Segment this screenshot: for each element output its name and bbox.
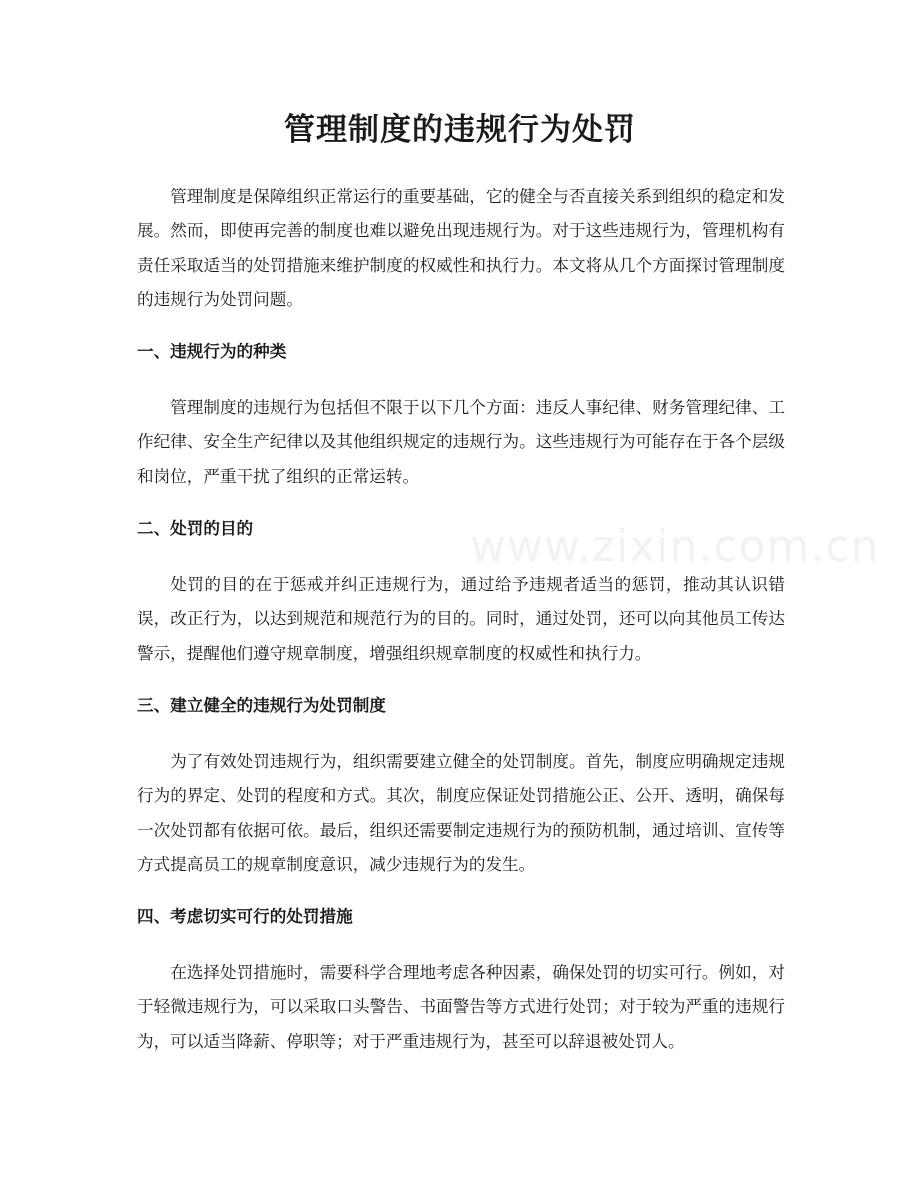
document-title: 管理制度的违规行为处罚 bbox=[284, 112, 636, 148]
section-1 bbox=[137, 337, 785, 494]
watermark: www.zixin.com.cn bbox=[470, 521, 880, 572]
section-paragraph: 在选择处罚措施时，需要科学合理地考虑各种因素，确保处罚的切实可行。例如，对于轻微违规行为，可以采取口头警告、书面警告等方式进行处罚；对于较为严重的违规行为，可以适当降薪、停职等；对于严重违规行为，甚至可以辞退被处罚人。 bbox=[137, 963, 785, 1051]
section-paragraph: 管理制度的违规行为包括但不限于以下几个方面：违反人事纪律、财务管理纪律、工作纪律、安全生产纪律以及其他组织规定的违规行为。这些违规行为可能存在于各个层级和岗位，严重干扰了组织的正常运转。 bbox=[137, 398, 785, 486]
document-body bbox=[137, 180, 880, 1079]
section-4 bbox=[137, 902, 785, 1059]
intro-paragraph: 管理制度是保障组织正常运行的重要基础，它的健全与否直接关系到组织的稳定和发展。然而，即使再完善的制度也难以避免出现违规行为。对于这些违规行为，管理机构有责任采取适当的处罚措施来维护制度的权威性和执行力。本文将从几个方面探讨管理制度的违规行为处罚问题。 bbox=[137, 187, 785, 309]
section-heading: 二、处罚的目的 bbox=[137, 519, 254, 539]
section-heading: 一、违规行为的种类 bbox=[137, 342, 287, 362]
section-paragraph: 为了有效处罚违规行为，组织需要建立健全的处罚制度。首先，制度应明确规定违规行为的界定、处罚的程度和方式。其次，制度应保证处罚措施公正、公开、透明，确保每一次处罚都有依据可依。最后，组织还需要制定违规行为的预防机制，通过培训、宣传等方式提高员工的规章制度意识，减少违规行为的发生。 bbox=[137, 751, 785, 874]
section-2 bbox=[137, 514, 880, 671]
section-heading: 四、考虑切实可行的处罚措施 bbox=[137, 907, 353, 927]
section-3 bbox=[137, 691, 785, 882]
section-heading: 三、建立健全的违规行为处罚制度 bbox=[137, 695, 386, 715]
section-paragraph: 处罚的目的在于惩戒并纠正违规行为，通过给予违规者适当的惩罚，推动其认识错误，改正行为，以达到规范和规范行为的目的。同时，通过处罚，还可以向其他员工传达警示，提醒他们遵守规章制度，增强组织规章制度的权威性和执行力。 bbox=[137, 575, 785, 663]
